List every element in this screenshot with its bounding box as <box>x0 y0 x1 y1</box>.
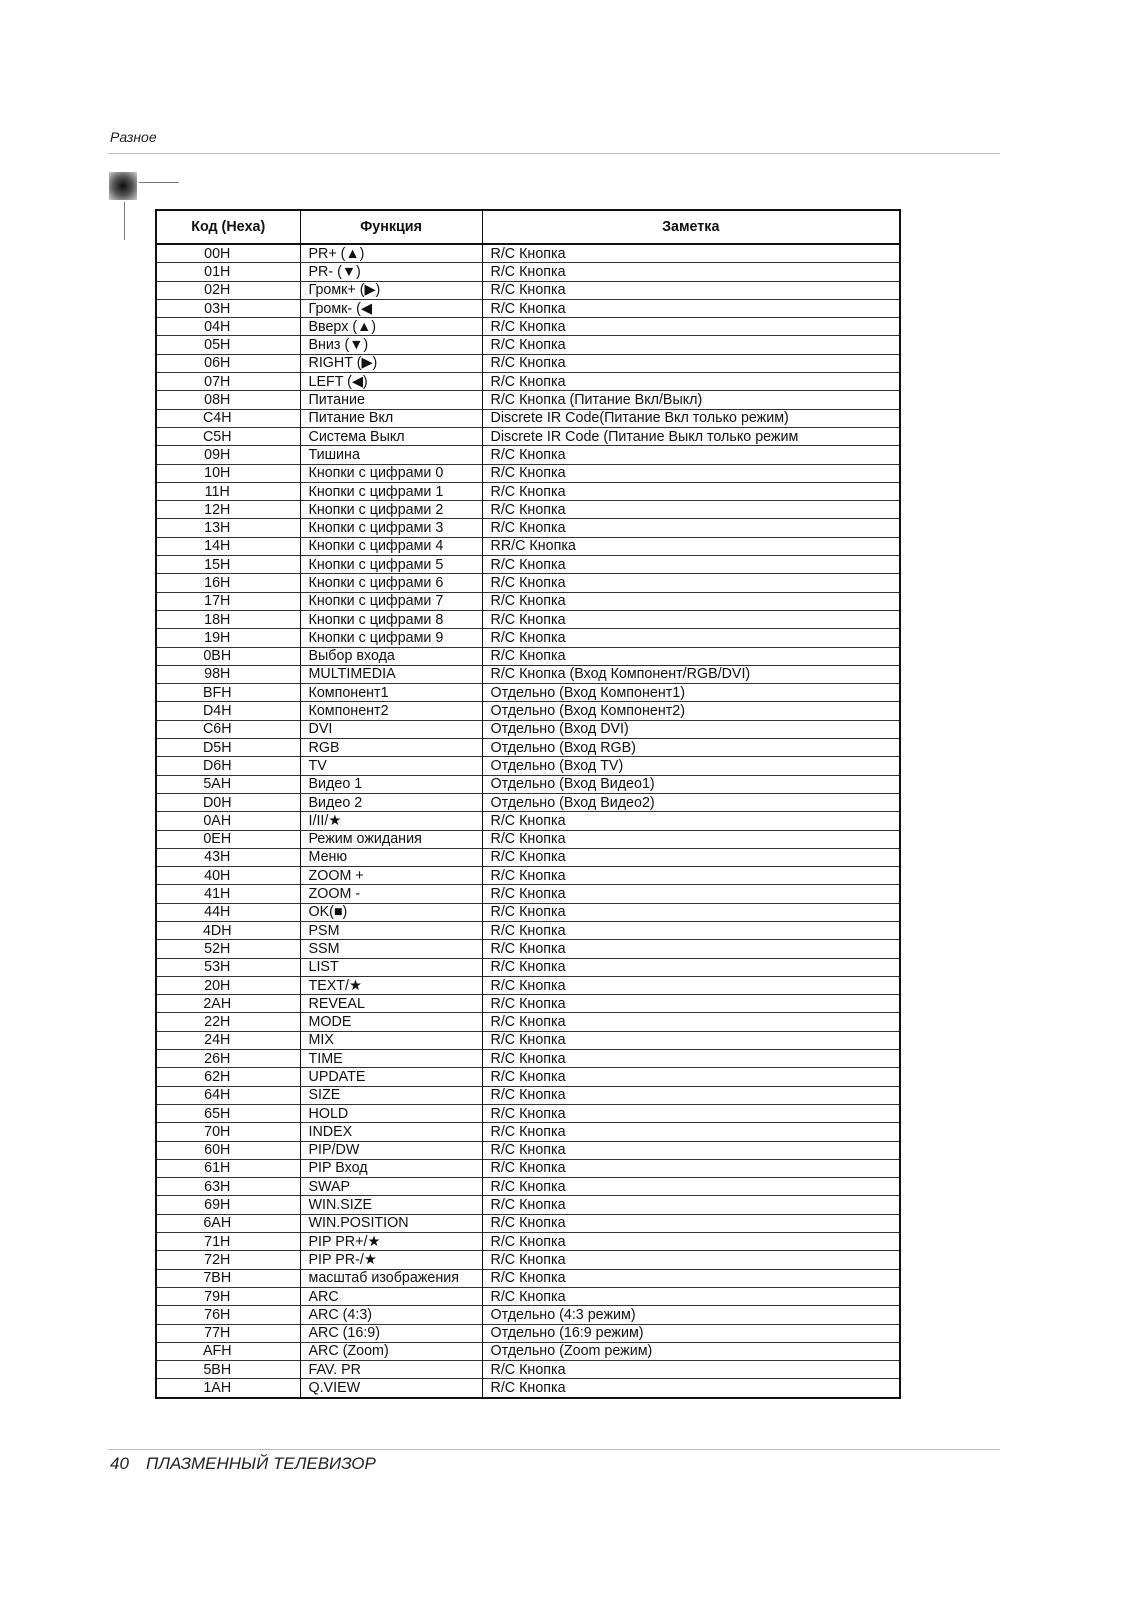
code-cell: 11H <box>156 482 300 500</box>
code-cell: 64H <box>156 1086 300 1104</box>
code-cell: 4DH <box>156 921 300 939</box>
function-cell: Вверх (▲) <box>300 318 482 336</box>
code-cell: 79H <box>156 1287 300 1305</box>
table-row <box>156 427 900 445</box>
note-cell: R/C Кнопка <box>482 446 900 464</box>
table-row <box>156 739 900 757</box>
code-cell: 00H <box>204 245 231 262</box>
note-cell: R/C Кнопка <box>482 244 900 263</box>
note-cell: R/C Кнопка <box>482 1287 900 1305</box>
function-cell: Видео 2 <box>300 793 482 811</box>
note-cell: R/C Кнопка <box>482 1233 900 1251</box>
header-divider <box>108 153 1000 154</box>
table-row <box>156 995 900 1013</box>
code-cell: 44H <box>156 903 300 921</box>
table-row <box>156 1178 900 1196</box>
table-row <box>156 1013 900 1031</box>
function-cell: Кнопки с цифрами 3 <box>300 519 482 537</box>
table-row <box>156 812 900 830</box>
section-title: Разное <box>110 129 157 145</box>
table-row <box>156 848 900 866</box>
note-cell: R/C Кнопка (Питание Вкл/Выкл) <box>482 391 900 409</box>
code-cell: 70H <box>156 1123 300 1141</box>
function-cell: Тишина <box>300 446 482 464</box>
code-cell: 43H <box>156 848 300 866</box>
code-cell: 16H <box>156 574 300 592</box>
note-cell: R/C Кнопка <box>482 519 900 537</box>
function-cell: ZOOM - <box>300 885 482 903</box>
function-cell: ZOOM + <box>300 867 482 885</box>
note-cell: Отдельно (Вход Компонент1) <box>482 684 900 702</box>
function-cell: Питание Вкл <box>300 409 482 427</box>
code-cell: 03H <box>156 299 300 317</box>
code-cell: 04H <box>156 318 300 336</box>
code-cell: 76H <box>156 1306 300 1324</box>
note-cell: R/C Кнопка <box>482 1196 900 1214</box>
function-cell: Компонент1 <box>300 684 482 702</box>
table-row <box>156 501 900 519</box>
marker-horizontal-line <box>139 182 179 183</box>
function-cell: PIP PR-/★ <box>300 1251 482 1269</box>
function-cell: WIN.POSITION <box>300 1214 482 1232</box>
note-cell: R/C Кнопка <box>482 1104 900 1122</box>
note-cell: R/C Кнопка <box>482 1159 900 1177</box>
function-cell: REVEAL <box>300 995 482 1013</box>
table-row <box>156 263 900 281</box>
code-cell: 05H <box>156 336 300 354</box>
function-cell: Вниз (▼) <box>300 336 482 354</box>
function-cell: MULTIMEDIA <box>300 665 482 683</box>
note-cell: R/C Кнопка <box>482 464 900 482</box>
note-cell: R/C Кнопка <box>482 976 900 994</box>
note-cell: R/C Кнопка <box>482 501 900 519</box>
table-row <box>156 1031 900 1049</box>
note-cell: R/C Кнопка <box>482 1031 900 1049</box>
function-cell: Q.VIEW <box>300 1379 482 1398</box>
table-row <box>156 775 900 793</box>
code-cell: 09H <box>156 446 300 464</box>
note-cell: R/C Кнопка <box>482 354 900 372</box>
function-cell: Выбор входа <box>300 647 482 665</box>
table-row <box>156 976 900 994</box>
code-cell: 10H <box>156 464 300 482</box>
note-cell: R/C Кнопка <box>482 1214 900 1232</box>
table-row <box>156 647 900 665</box>
code-cell: D0H <box>156 793 300 811</box>
function-cell: Кнопки с цифрами 4 <box>300 537 482 555</box>
note-cell: R/C Кнопка <box>482 482 900 500</box>
page-number: 40 <box>110 1454 129 1473</box>
table-row <box>156 757 900 775</box>
note-cell: R/C Кнопка <box>482 848 900 866</box>
code-cell: 18H <box>156 610 300 628</box>
function-cell: Кнопки с цифрами 6 <box>300 574 482 592</box>
code-cell: 60H <box>156 1141 300 1159</box>
note-cell: Отдельно (Вход Видео1) <box>482 775 900 793</box>
section-marker-icon <box>109 172 137 200</box>
header-code: Код (Hexa) <box>156 210 300 244</box>
code-cell: 62H <box>156 1068 300 1086</box>
header-note: Заметка <box>482 210 900 244</box>
table-row <box>156 1196 900 1214</box>
code-cell: 5BH <box>156 1361 300 1379</box>
code-cell: 77H <box>156 1324 300 1342</box>
note-cell: Отдельно (Вход Видео2) <box>482 793 900 811</box>
code-cell: 0AH <box>156 812 300 830</box>
code-cell: 19H <box>156 629 300 647</box>
table-row <box>156 1287 900 1305</box>
code-cell: 65H <box>156 1104 300 1122</box>
table-row <box>156 1379 900 1398</box>
code-cell: 61H <box>156 1159 300 1177</box>
note-cell: Отдельно (Вход TV) <box>482 757 900 775</box>
table-row <box>156 299 900 317</box>
table-row <box>156 1269 900 1287</box>
function-cell: Система Выкл <box>300 427 482 445</box>
code-cell: 15H <box>156 556 300 574</box>
code-cell: 7BH <box>156 1269 300 1287</box>
table-row <box>156 1050 900 1068</box>
table-body <box>156 244 900 1398</box>
note-cell: Отдельно (16:9 режим) <box>482 1324 900 1342</box>
table-row <box>156 665 900 683</box>
table-row <box>156 592 900 610</box>
table-row <box>156 1086 900 1104</box>
function-cell: Кнопки с цифрами 7 <box>300 592 482 610</box>
code-cell: 63H <box>156 1178 300 1196</box>
function-cell: ARC <box>300 1287 482 1305</box>
code-cell: 69H <box>156 1196 300 1214</box>
function-cell: SWAP <box>300 1178 482 1196</box>
note-cell: R/C Кнопка <box>482 263 900 281</box>
note-cell: R/C Кнопка <box>482 903 900 921</box>
table-row <box>156 1104 900 1122</box>
note-cell: RR/C Кнопка <box>482 537 900 555</box>
note-cell: R/C Кнопка <box>482 574 900 592</box>
table-row <box>156 610 900 628</box>
function-cell: DVI <box>300 720 482 738</box>
function-cell: Компонент2 <box>300 702 482 720</box>
function-cell: TV <box>300 757 482 775</box>
code-cell: 24H <box>156 1031 300 1049</box>
function-cell: INDEX <box>300 1123 482 1141</box>
function-cell: PSM <box>300 921 482 939</box>
code-cell: C4H <box>156 409 300 427</box>
note-cell: R/C Кнопка <box>482 1361 900 1379</box>
function-cell: OK(■) <box>300 903 482 921</box>
note-cell: Отдельно (Zoom режим) <box>482 1342 900 1360</box>
function-cell: Видео 1 <box>300 775 482 793</box>
function-cell: PIP Вход <box>300 1159 482 1177</box>
note-cell: R/C Кнопка <box>482 318 900 336</box>
code-cell: 5AH <box>156 775 300 793</box>
note-cell: Discrete IR Code (Питание Выкл только режим <box>482 427 900 445</box>
table-row <box>156 519 900 537</box>
function-cell: ARC (16:9) <box>300 1324 482 1342</box>
function-cell: TIME <box>300 1050 482 1068</box>
note-cell: R/C Кнопка <box>482 373 900 391</box>
note-cell: R/C Кнопка <box>482 830 900 848</box>
note-cell: R/C Кнопка (Вход Компонент/RGB/DVI) <box>482 665 900 683</box>
note-cell: Discrete IR Code(Питание Вкл только режим) <box>482 409 900 427</box>
ir-code-table <box>155 209 901 1399</box>
function-cell: PR+ (▲) <box>300 244 482 263</box>
table-row <box>156 702 900 720</box>
table-row <box>156 1214 900 1232</box>
code-cell: 41H <box>156 885 300 903</box>
note-cell: R/C Кнопка <box>482 1251 900 1269</box>
code-cell: D4H <box>156 702 300 720</box>
code-cell: 0EH <box>156 830 300 848</box>
table-row <box>156 921 900 939</box>
note-cell: R/C Кнопка <box>482 629 900 647</box>
note-cell: R/C Кнопка <box>482 867 900 885</box>
table-row <box>156 244 900 263</box>
table-row <box>156 464 900 482</box>
function-cell: Громк- (◀ <box>300 299 482 317</box>
table-row <box>156 1306 900 1324</box>
table-row <box>156 958 900 976</box>
function-cell: Питание <box>300 391 482 409</box>
note-cell: R/C Кнопка <box>482 958 900 976</box>
table-row <box>156 793 900 811</box>
table-row <box>156 1123 900 1141</box>
table-row <box>156 1141 900 1159</box>
code-cell: 40H <box>156 867 300 885</box>
table-row <box>156 720 900 738</box>
note-cell: R/C Кнопка <box>482 1086 900 1104</box>
function-cell: HOLD <box>300 1104 482 1122</box>
table-row <box>156 1159 900 1177</box>
function-cell: MODE <box>300 1013 482 1031</box>
note-cell: R/C Кнопка <box>482 1050 900 1068</box>
code-cell: 71H <box>156 1233 300 1251</box>
function-cell: LIST <box>300 958 482 976</box>
table-row <box>156 574 900 592</box>
code-cell: BFH <box>156 684 300 702</box>
header-function: Функция <box>300 210 482 244</box>
function-cell: Кнопки с цифрами 5 <box>300 556 482 574</box>
note-cell: R/C Кнопка <box>482 299 900 317</box>
code-cell: 6AH <box>156 1214 300 1232</box>
code-cell: 13H <box>156 519 300 537</box>
function-cell: масштаб изображения <box>300 1269 482 1287</box>
note-cell: R/C Кнопка <box>482 1379 900 1398</box>
footer-divider <box>108 1449 1000 1450</box>
code-cell: D5H <box>156 739 300 757</box>
table-row <box>156 482 900 500</box>
note-cell: R/C Кнопка <box>482 556 900 574</box>
function-cell: ARC (4:3) <box>300 1306 482 1324</box>
table-row <box>156 556 900 574</box>
code-cell: 98H <box>156 665 300 683</box>
code-cell: D6H <box>156 757 300 775</box>
marker-vertical-line <box>124 202 125 240</box>
note-cell: Отдельно (Вход RGB) <box>482 739 900 757</box>
code-cell: 12H <box>156 501 300 519</box>
table-row <box>156 1068 900 1086</box>
code-cell: C5H <box>156 427 300 445</box>
footer-title: ПЛАЗМЕННЫЙ ТЕЛЕВИЗОР <box>146 1454 376 1473</box>
table-row <box>156 391 900 409</box>
code-cell: 17H <box>156 592 300 610</box>
function-cell: Кнопки с цифрами 2 <box>300 501 482 519</box>
table-row <box>156 1233 900 1251</box>
function-cell: ARC (Zoom) <box>300 1342 482 1360</box>
function-cell: SSM <box>300 940 482 958</box>
code-cell: 2AH <box>156 995 300 1013</box>
function-cell: I/II/★ <box>300 812 482 830</box>
note-cell: R/C Кнопка <box>482 592 900 610</box>
function-cell: LEFT (◀) <box>300 373 482 391</box>
function-cell: Кнопки с цифрами 1 <box>300 482 482 500</box>
note-cell: R/C Кнопка <box>482 812 900 830</box>
note-cell: R/C Кнопка <box>482 921 900 939</box>
note-cell: R/C Кнопка <box>482 1123 900 1141</box>
note-cell: R/C Кнопка <box>482 885 900 903</box>
code-cell: 0BH <box>156 647 300 665</box>
code-cell: 07H <box>156 373 300 391</box>
note-cell: R/C Кнопка <box>482 1269 900 1287</box>
table-row <box>156 867 900 885</box>
table-row <box>156 830 900 848</box>
code-cell: 14H <box>156 537 300 555</box>
function-cell: FAV. PR <box>300 1361 482 1379</box>
code-cell: 52H <box>156 940 300 958</box>
table-row <box>156 885 900 903</box>
function-cell: RGB <box>300 739 482 757</box>
code-cell: 26H <box>156 1050 300 1068</box>
table-row <box>156 629 900 647</box>
function-cell: UPDATE <box>300 1068 482 1086</box>
code-cell: 06H <box>156 354 300 372</box>
function-cell: TEXT/★ <box>300 976 482 994</box>
note-cell: R/C Кнопка <box>482 610 900 628</box>
note-cell: R/C Кнопка <box>482 336 900 354</box>
function-cell: SIZE <box>300 1086 482 1104</box>
code-cell: 20H <box>156 976 300 994</box>
function-cell: Меню <box>300 848 482 866</box>
table-row <box>156 903 900 921</box>
table-row <box>156 940 900 958</box>
note-cell: Отдельно (Вход DVI) <box>482 720 900 738</box>
code-cell: AFH <box>156 1342 300 1360</box>
table-row <box>156 318 900 336</box>
table-row <box>156 281 900 299</box>
table-row <box>156 409 900 427</box>
code-cell: 01H <box>156 263 300 281</box>
note-cell: R/C Кнопка <box>482 647 900 665</box>
table-row <box>156 336 900 354</box>
function-cell: WIN.SIZE <box>300 1196 482 1214</box>
note-cell: R/C Кнопка <box>482 1068 900 1086</box>
note-cell: R/C Кнопка <box>482 995 900 1013</box>
function-cell: MIX <box>300 1031 482 1049</box>
table-row <box>156 373 900 391</box>
table-row <box>156 1324 900 1342</box>
function-cell: Кнопки с цифрами 8 <box>300 610 482 628</box>
table-row <box>156 1251 900 1269</box>
note-cell: Отдельно (Вход Компонент2) <box>482 702 900 720</box>
function-cell: Режим ожидания <box>300 830 482 848</box>
note-cell: R/C Кнопка <box>482 1178 900 1196</box>
code-cell: C6H <box>156 720 300 738</box>
function-cell: PIP PR+/★ <box>300 1233 482 1251</box>
table-row <box>156 354 900 372</box>
table-header-row <box>156 210 900 244</box>
function-cell: RIGHT (▶) <box>300 354 482 372</box>
note-cell: R/C Кнопка <box>482 1013 900 1031</box>
code-cell: 1AH <box>156 1379 300 1398</box>
code-cell: 53H <box>156 958 300 976</box>
note-cell: Отдельно (4:3 режим) <box>482 1306 900 1324</box>
table-row <box>156 684 900 702</box>
table-row <box>156 537 900 555</box>
code-cell: 08H <box>156 391 300 409</box>
function-cell: Кнопки с цифрами 0 <box>300 464 482 482</box>
note-cell: R/C Кнопка <box>482 940 900 958</box>
table-row <box>156 1361 900 1379</box>
code-cell: 02H <box>156 281 300 299</box>
note-cell: R/C Кнопка <box>482 1141 900 1159</box>
function-cell: PIP/DW <box>300 1141 482 1159</box>
note-cell: R/C Кнопка <box>482 281 900 299</box>
table-row <box>156 446 900 464</box>
function-cell: Кнопки с цифрами 9 <box>300 629 482 647</box>
function-cell: PR- (▼) <box>300 263 482 281</box>
code-cell: 72H <box>156 1251 300 1269</box>
table-row <box>156 1342 900 1360</box>
function-cell: Громк+ (▶) <box>300 281 482 299</box>
code-cell: 22H <box>156 1013 300 1031</box>
